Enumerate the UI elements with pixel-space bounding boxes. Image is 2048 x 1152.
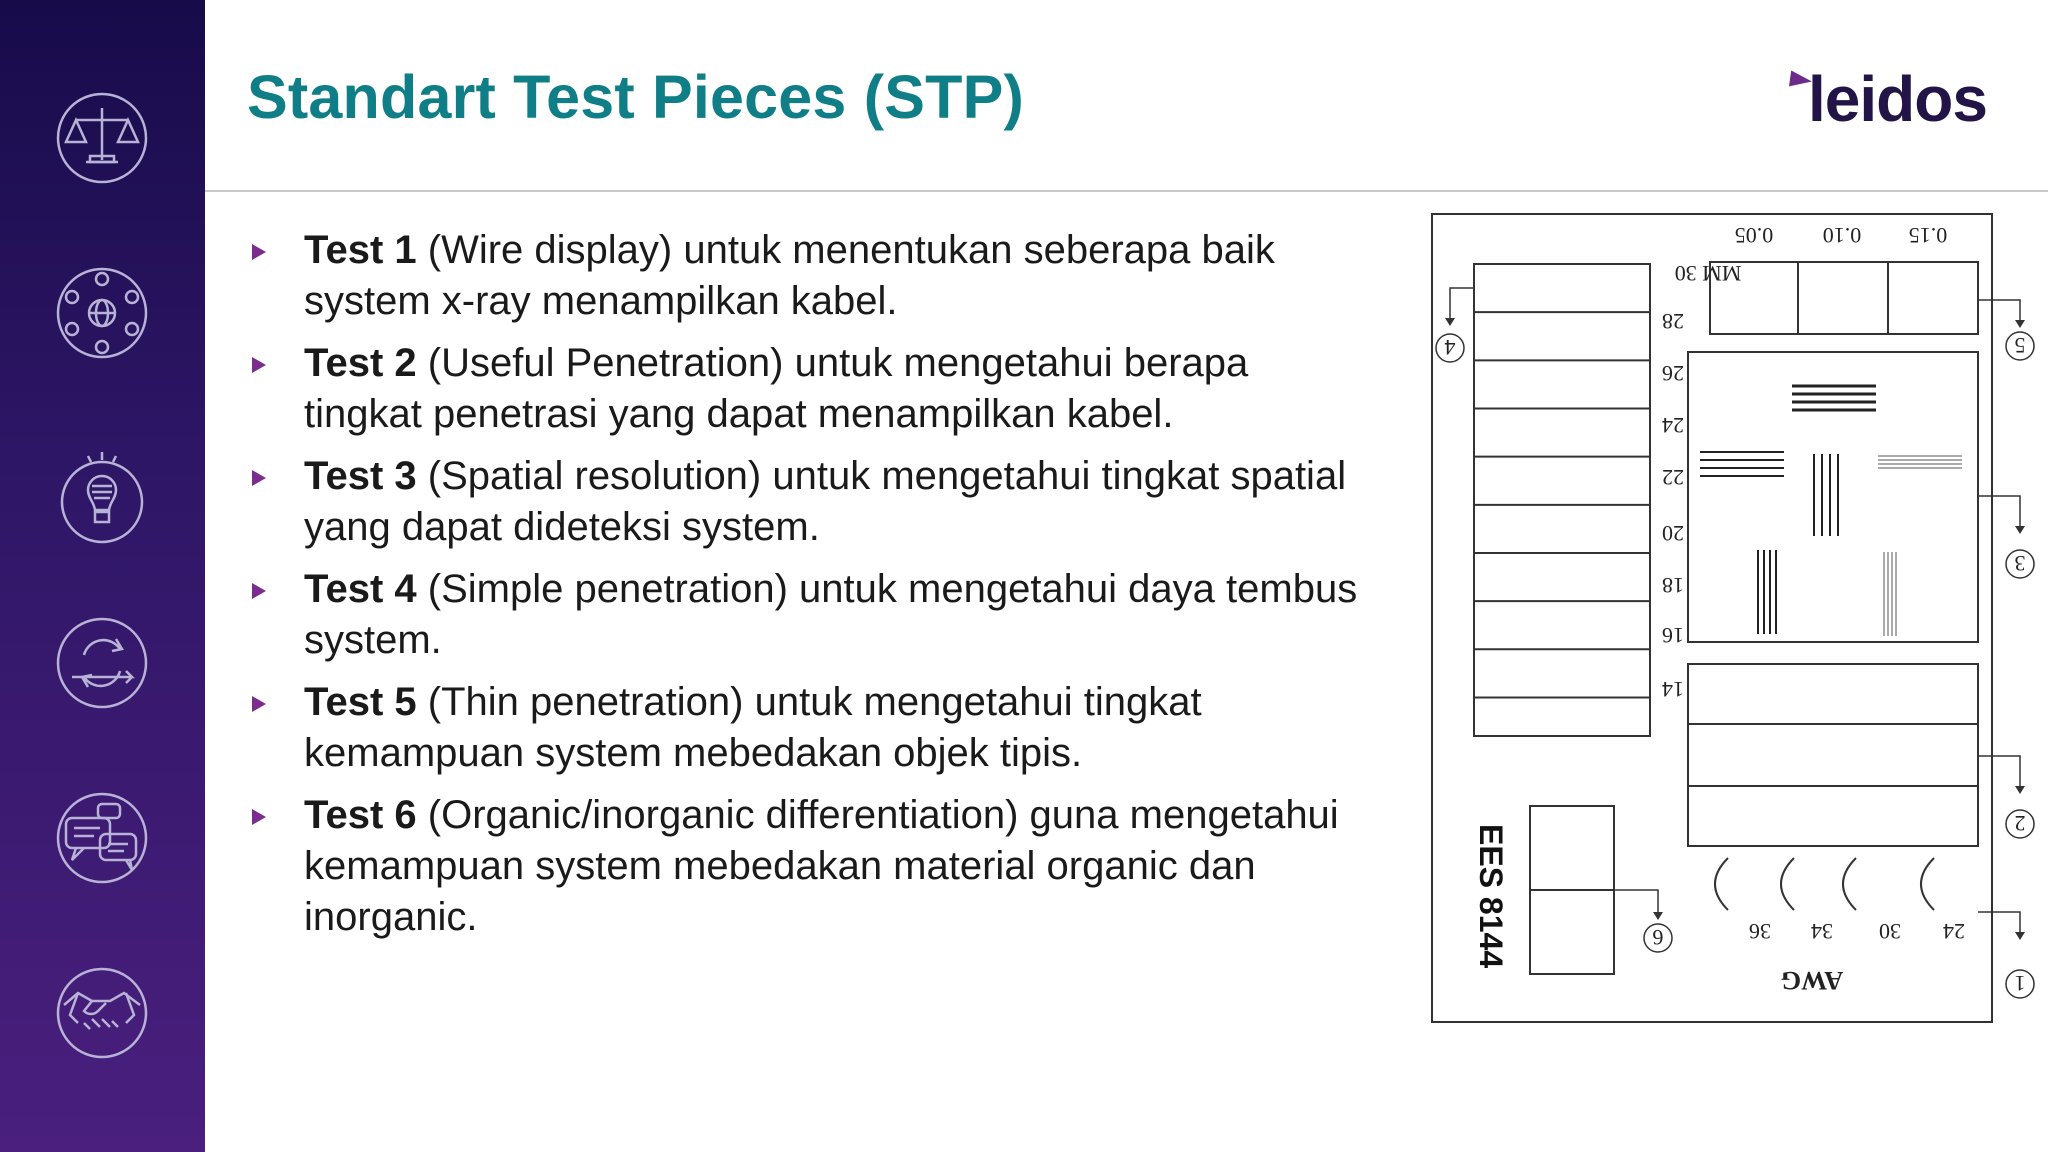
list-item [250, 790, 1370, 943]
test-description: (Organic/inorganic differentiation) guna mengetahui kemampuan system mebedakan material organic dan inorganic. [304, 793, 1339, 939]
step-label: 20 [1662, 521, 1684, 546]
stp-diagram [1428, 208, 2048, 1028]
triangle-bullet-icon [252, 470, 266, 486]
test-label: Test 2 [304, 341, 417, 385]
step-label: 14 [1662, 677, 1684, 702]
step-label: 26 [1662, 361, 1684, 386]
test-label: Test 3 [304, 454, 417, 498]
test-description: (Useful Penetration) untuk mengetahui berapa tingkat penetrasi yang dapat menampilkan kabel. [304, 341, 1249, 436]
circle-label-3: 3 [2014, 551, 2026, 576]
step-wedge [1474, 264, 1650, 736]
handshake-icon [54, 965, 150, 1061]
chat-bubbles-icon [54, 790, 150, 886]
triangle-bullet-icon [252, 696, 266, 712]
page-title: Standart Test Pieces (STP) [247, 63, 1024, 131]
awg-value: 24 [1943, 919, 1965, 944]
globe-network-icon [54, 265, 150, 361]
test-label: Test 1 [304, 228, 417, 272]
list-item [250, 677, 1370, 779]
sidebar [0, 0, 205, 1152]
list-item [250, 225, 1370, 327]
penetration-box [1688, 664, 1978, 846]
list-item [250, 451, 1370, 553]
test-description: (Thin penetration) untuk mengetahui tingkat kemampuan system mebedakan objek tipis. [304, 680, 1202, 775]
lightbulb-icon [54, 450, 150, 546]
test-description: (Spatial resolution) untuk mengetahui tingkat spatial yang dapat dideteksi system. [304, 454, 1347, 549]
circular-arrows-icon [54, 615, 150, 711]
step-label: 18 [1662, 573, 1684, 598]
circle-label-1: 1 [2014, 971, 2026, 996]
list-item [250, 338, 1370, 440]
test-description: (Simple penetration) untuk mengetahui daya tembus system. [304, 567, 1358, 662]
test-label: Test 5 [304, 680, 417, 724]
circle-label-5: 5 [2014, 333, 2026, 358]
awg-label: AWG [1780, 966, 1844, 995]
title-divider [205, 190, 2048, 192]
step-label: 28 [1662, 309, 1684, 334]
awg-value: 30 [1879, 919, 1901, 944]
outer-frame [1432, 214, 1992, 1022]
top-label-015: 0.15 [1908, 223, 1948, 248]
circle-label-6: 6 [1652, 925, 1664, 950]
list-item [250, 564, 1370, 666]
test-label: Test 6 [304, 793, 417, 837]
triangle-bullet-icon [252, 244, 266, 260]
test-description: (Wire display) untuk menentukan seberapa baik system x-ray menampilkan kabel. [304, 228, 1275, 323]
top-label-005: 0.05 [1734, 223, 1774, 248]
triangle-bullet-icon [252, 809, 266, 825]
top-label-010: 0.10 [1822, 223, 1862, 248]
logo-text: leidos [1808, 63, 1987, 135]
mm-label: MM 30 [1674, 261, 1742, 286]
triangle-bullet-icon [252, 583, 266, 599]
filter-box [1710, 262, 1978, 334]
step-label: 22 [1662, 465, 1684, 490]
circle-label-2: 2 [2014, 811, 2026, 836]
stp-diagram-svg [1428, 208, 2048, 1028]
test-list [250, 225, 1370, 954]
step-label: 24 [1662, 413, 1684, 438]
test-label: Test 4 [304, 567, 417, 611]
step-label: 16 [1662, 623, 1684, 648]
scales-of-justice-icon [54, 90, 150, 186]
leidos-logo [1790, 63, 2010, 138]
model-label: EES 8144 [1473, 824, 1509, 969]
circle-label-4: 4 [1444, 335, 1456, 360]
triangle-bullet-icon [252, 357, 266, 373]
awg-value: 34 [1811, 919, 1833, 944]
awg-value: 36 [1749, 919, 1771, 944]
